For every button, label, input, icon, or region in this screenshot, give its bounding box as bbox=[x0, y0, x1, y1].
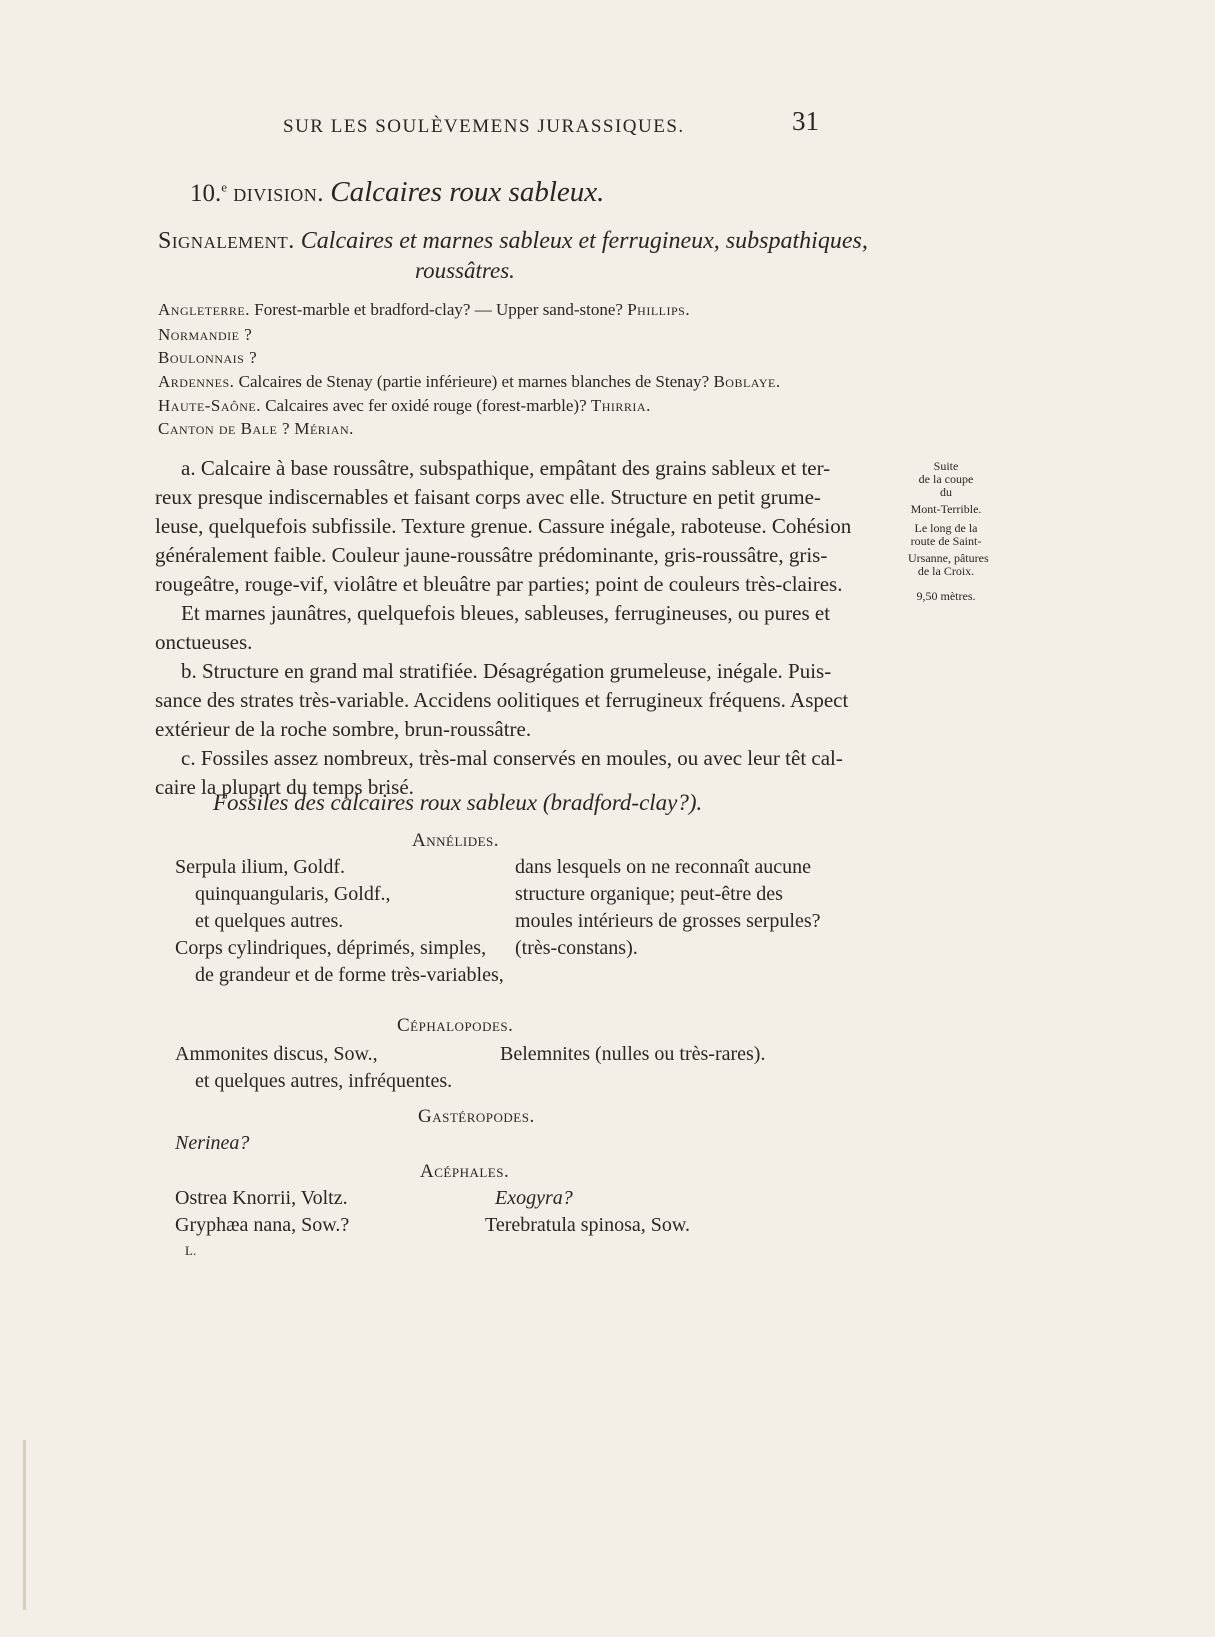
fossil-entry: et quelques autres, infréquentes. bbox=[195, 1070, 453, 1092]
fossil-entry: dans lesquels on ne reconnaît aucune bbox=[515, 856, 812, 878]
section-heading-cephalopodes: Céphalopodes. bbox=[397, 1015, 514, 1036]
paragraph-a-line: reux presque indiscernables et faisant corps avec elle. Structure en petit grume- bbox=[155, 485, 821, 509]
section-heading-acephales: Acéphales. bbox=[420, 1161, 510, 1182]
locality-row bbox=[158, 300, 690, 320]
margin-note-line: du bbox=[940, 485, 952, 499]
fossil-entry: moules intérieurs de grosses serpules? bbox=[515, 910, 821, 932]
margin-note-line: Ursanne, pâtures bbox=[908, 551, 989, 565]
signalement-label: Signalement. bbox=[158, 228, 295, 254]
locality-row bbox=[158, 325, 252, 345]
margin-note bbox=[908, 459, 989, 603]
margin-note-line: Mont-Terrible. bbox=[910, 502, 982, 516]
paragraph-a-line: leuse, quelquefois subfissile. Texture grenue. Cassure inégale, raboteuse. Cohésion bbox=[155, 514, 852, 538]
locality-author: Boblaye. bbox=[713, 372, 781, 391]
locality-place: Haute-Saône. bbox=[158, 396, 261, 415]
locality-row bbox=[158, 396, 651, 416]
fossil-entry: Ostrea Knorrii, Voltz. bbox=[175, 1187, 348, 1209]
signature-mark: L. bbox=[185, 1243, 197, 1258]
division-number: 10. bbox=[190, 180, 222, 207]
paragraph-a-line: rougeâtre, rouge-vif, violâtre et bleuâtre par parties; point de couleurs très-claires. bbox=[155, 572, 843, 596]
signalement-text-1: Calcaires et marnes sableux et ferrugineux, subspathiques, bbox=[300, 228, 868, 254]
locality-place: Normandie ? bbox=[158, 325, 253, 344]
paragraph-b-line: extérieur de la roche sombre, brun-roussâtre. bbox=[155, 717, 532, 741]
fossil-entry: Belemnites (nulles ou très-rares). bbox=[500, 1043, 766, 1065]
locality-text: Calcaires de Stenay (partie inférieure) et marnes blanches de Stenay? bbox=[234, 372, 714, 391]
paragraph-a-line: généralement faible. Couleur jaune-roussâtre prédominante, gris-roussâtre, gris- bbox=[155, 543, 828, 567]
margin-note-line: de la coupe bbox=[918, 472, 974, 486]
binding-edge bbox=[23, 1440, 26, 1610]
fossil-entry: Serpula ilium, Goldf. bbox=[175, 856, 345, 878]
locality-place: Boulonnais ? bbox=[158, 348, 258, 367]
fossil-entry: Nerinea? bbox=[175, 1132, 250, 1154]
fossil-entry: et quelques autres. bbox=[195, 910, 344, 932]
locality-row bbox=[158, 348, 257, 368]
running-header: SUR LES SOULÈVEMENS JURASSIQUES. bbox=[283, 116, 685, 137]
locality-place: Angleterre. bbox=[158, 300, 251, 319]
paragraph-b-line: sance des strates très-variable. Accidens oolitiques et ferrugineux fréquens. Aspect bbox=[155, 688, 849, 712]
fossil-entry: Gryphæa nana, Sow.? bbox=[175, 1214, 350, 1236]
paragraph-b-line: b. Structure en grand mal stratifiée. Désagrégation grumeleuse, inégale. Puis- bbox=[181, 659, 832, 683]
fossil-entry: Corps cylindriques, déprimés, simples, bbox=[175, 937, 487, 959]
margin-note-line: de la Croix. bbox=[917, 564, 975, 578]
locality-author: Mérian. bbox=[294, 419, 354, 438]
section-heading-gasteropodes: Gastéropodes. bbox=[418, 1106, 535, 1127]
fossil-entry: Terebratula spinosa, Sow. bbox=[485, 1214, 691, 1236]
section-heading-annelides: Annélides. bbox=[412, 830, 500, 851]
division-title: Calcaires roux sableux. bbox=[330, 176, 605, 208]
locality-place: Canton de Bale ? bbox=[158, 419, 291, 438]
paragraph-a-line: Et marnes jaunâtres, quelquefois bleues, sableuses, ferrugineuses, ou pures et bbox=[181, 601, 831, 625]
page-number: 31 bbox=[792, 106, 819, 136]
locality-text: Forest-marble et bradford-clay? — Upper sand-stone? bbox=[250, 300, 628, 319]
fossil-entry: structure organique; peut-être des bbox=[515, 883, 783, 905]
locality-author: Thirria. bbox=[590, 396, 651, 415]
division-sup: e bbox=[221, 179, 228, 195]
locality-row bbox=[158, 419, 354, 439]
margin-note-line: 9,50 mètres. bbox=[916, 589, 976, 603]
paragraph-a-line: a. Calcaire à base roussâtre, subspathique, empâtant des grains sableux et ter- bbox=[181, 456, 831, 480]
fossil-entry: Ammonites discus, Sow., bbox=[175, 1043, 378, 1065]
locality-author: Phillips. bbox=[627, 300, 691, 319]
signalement-line-1 bbox=[158, 228, 868, 255]
locality-text: Calcaires avec fer oxidé rouge (forest-marble)? bbox=[260, 396, 591, 415]
locality-place: Ardennes. bbox=[158, 372, 235, 391]
fossil-entry: (très-constans). bbox=[515, 937, 638, 959]
paragraph-a-line: onctueuses. bbox=[155, 630, 253, 654]
margin-note-line: route de Saint- bbox=[910, 534, 982, 548]
locality-row bbox=[158, 372, 781, 392]
paragraph-c-line: c. Fossiles assez nombreux, très-mal conservés en moules, ou avec leur têt cal- bbox=[181, 746, 843, 770]
division-heading bbox=[190, 176, 604, 209]
fossil-entry: de grandeur et de forme très-variables, bbox=[195, 964, 504, 986]
fossil-entry: quinquangularis, Goldf., bbox=[195, 883, 391, 905]
fossil-entry: Exogyra? bbox=[495, 1187, 573, 1209]
signalement-text-2: roussâtres. bbox=[415, 258, 515, 283]
division-label: division. bbox=[233, 180, 325, 207]
margin-note-line: Le long de la bbox=[914, 521, 978, 535]
fossils-title: Fossiles des calcaires roux sableux (bradford-clay?). bbox=[213, 790, 703, 815]
margin-note-line: Suite bbox=[933, 459, 959, 473]
paragraph-c-line: caire la plupart du temps brisé. bbox=[155, 775, 414, 799]
